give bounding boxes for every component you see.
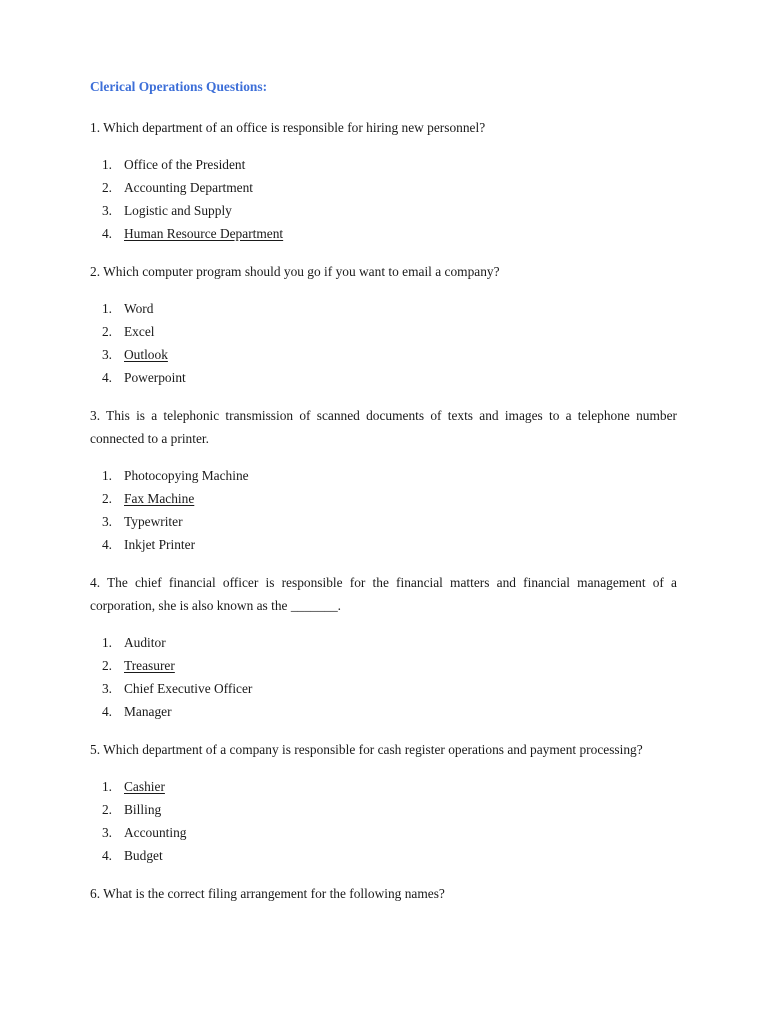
- option-number: 4.: [101, 370, 112, 385]
- correct-answer-text: Cashier: [124, 779, 165, 794]
- question-text: 2. Which computer program should you go if you want to email a company?: [90, 264, 500, 279]
- question-block: [90, 571, 677, 723]
- question-text: 4. The chief financial officer is responsible for the financial matters and financial management of a corporation, she is also known as the _______.: [90, 575, 677, 613]
- question-block: [90, 882, 677, 905]
- option-number: 2.: [101, 180, 112, 195]
- answer-option: [90, 366, 677, 389]
- question-list: [90, 116, 677, 905]
- answer-option: [90, 176, 677, 199]
- option-number: 2.: [101, 802, 112, 817]
- option-number: 2.: [101, 658, 112, 673]
- answer-option: [90, 343, 677, 366]
- option-number: 1.: [101, 301, 112, 316]
- answer-options: [90, 631, 677, 723]
- question-text: 5. Which department of a company is responsible for cash register operations and payment processing?: [90, 742, 643, 757]
- option-text: Accounting Department: [124, 180, 254, 195]
- option-text: Office of the President: [124, 157, 246, 172]
- correct-answer-text: Human Resource Department: [124, 226, 284, 241]
- question-text: 6. What is the correct filing arrangement for the following names?: [90, 886, 445, 901]
- option-text: Accounting: [124, 825, 187, 840]
- correct-answer-text: Outlook: [124, 347, 168, 362]
- option-number: 3.: [101, 681, 112, 696]
- answer-option: [90, 700, 677, 723]
- option-number: 3.: [101, 825, 112, 840]
- correct-answer-text: Treasurer: [124, 658, 175, 673]
- option-number: 4.: [101, 848, 112, 863]
- answer-option: [90, 222, 677, 245]
- option-text: Powerpoint: [124, 370, 186, 385]
- option-number: 4.: [101, 226, 112, 241]
- document-title: Clerical Operations Questions:: [90, 79, 268, 94]
- option-text: Word: [124, 301, 154, 316]
- answer-option: [90, 677, 677, 700]
- answer-option: [90, 153, 677, 176]
- option-text: Chief Executive Officer: [124, 681, 253, 696]
- option-number: 4.: [101, 537, 112, 552]
- option-text: Auditor: [124, 635, 166, 650]
- option-text: Inkjet Printer: [124, 537, 196, 552]
- option-number: 3.: [101, 203, 112, 218]
- answer-option: [90, 631, 677, 654]
- question-block: [90, 116, 677, 245]
- option-text: Manager: [124, 704, 172, 719]
- option-text: Billing: [124, 802, 162, 817]
- option-number: 4.: [101, 704, 112, 719]
- answer-options: [90, 153, 677, 245]
- answer-option: [90, 199, 677, 222]
- question-block: [90, 738, 677, 867]
- answer-option: [90, 487, 677, 510]
- option-text: Budget: [124, 848, 163, 863]
- option-number: 3.: [101, 347, 112, 362]
- option-number: 2.: [101, 491, 112, 506]
- option-text: Excel: [124, 324, 155, 339]
- answer-option: [90, 844, 677, 867]
- answer-options: [90, 297, 677, 389]
- option-number: 1.: [101, 157, 112, 172]
- question-block: [90, 404, 677, 556]
- answer-option: [90, 654, 677, 677]
- answer-option: [90, 464, 677, 487]
- option-text: Photocopying Machine: [124, 468, 249, 483]
- correct-answer-text: Fax Machine: [124, 491, 195, 506]
- option-text: Typewriter: [124, 514, 183, 529]
- answer-option: [90, 510, 677, 533]
- answer-option: [90, 320, 677, 343]
- answer-option: [90, 798, 677, 821]
- option-number: 1.: [101, 779, 112, 794]
- question-text: 3. This is a telephonic transmission of scanned documents of texts and images to a telephone number connected to a printer.: [90, 408, 677, 446]
- document-body: [90, 78, 677, 919]
- answer-option: [90, 775, 677, 798]
- answer-option: [90, 297, 677, 320]
- answer-option: [90, 533, 677, 556]
- question-block: [90, 260, 677, 389]
- option-number: 2.: [101, 324, 112, 339]
- option-number: 1.: [101, 635, 112, 650]
- option-number: 1.: [101, 468, 112, 483]
- answer-options: [90, 775, 677, 867]
- option-number: 3.: [101, 514, 112, 529]
- answer-options: [90, 464, 677, 556]
- question-text: 1. Which department of an office is responsible for hiring new personnel?: [90, 120, 486, 135]
- option-text: Logistic and Supply: [124, 203, 232, 218]
- answer-option: [90, 821, 677, 844]
